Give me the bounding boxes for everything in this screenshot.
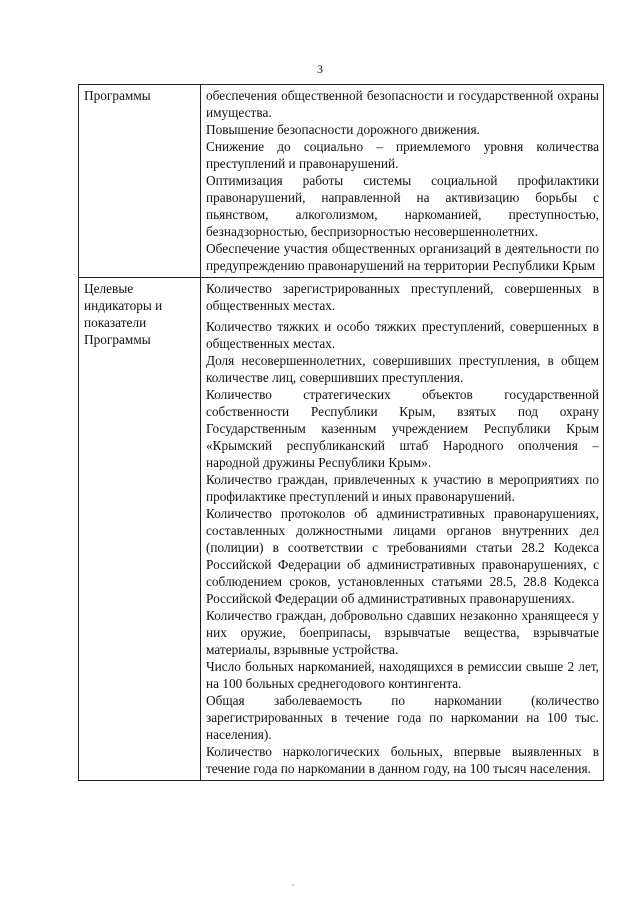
content-paragraph: Повышение безопасности дорожного движения. bbox=[206, 122, 480, 137]
content-paragraph: Количество граждан, добровольно сдавших незаконно хранящееся у них оружие, боеприпасы, взрывчатые вещества, взрывчатые материалы, взрывные устройства. bbox=[206, 608, 599, 657]
scan-speck bbox=[292, 884, 294, 886]
content-paragraph: Снижение до социально – приемлемого уровня количества преступлений и правонарушений. bbox=[206, 139, 599, 171]
content-paragraph: обеспечения общественной безопасности и государственной охраны имущества. bbox=[206, 88, 599, 120]
row-label-indicators: Целевые индикаторы и показатели Программы bbox=[79, 278, 201, 781]
content-paragraph: Количество стратегических объектов государственной собственности Республики Крым, взятых под охрану Государственным казенным учреждением Республики Крым «Крымский республиканский штаб Народного ополчения – народной дружины Республики Крым». bbox=[206, 387, 599, 470]
table-row-program-goals bbox=[79, 85, 604, 278]
content-paragraph: Количество граждан, привлеченных к участию в мероприятиях по профилактике преступлений и иных правонарушений. bbox=[206, 472, 599, 504]
program-passport-table bbox=[78, 84, 604, 781]
content-paragraph: Количество наркологических больных, впервые выявленных в течение года по наркомании в данном году, на 100 тысяч населения. bbox=[206, 744, 599, 776]
content-paragraph: Оптимизация работы системы социальной профилактики правонарушений, направленной на активизацию борьбы с пьянством, алкоголизмом, наркоманией, преступностью, безнадзорностью, беспризорностью несовершеннолетних. bbox=[206, 173, 599, 239]
row-content-indicators bbox=[201, 278, 604, 781]
page-number: 3 bbox=[317, 62, 323, 76]
row-content-program bbox=[201, 85, 604, 278]
content-paragraph: Общая заболеваемость по наркомании (количество зарегистрированных в течение года по наркомании на 100 тыс. населения). bbox=[206, 693, 599, 742]
content-paragraph: Обеспечение участия общественных организаций в деятельности по предупреждению правонарушений на территории Республики Крым bbox=[206, 241, 599, 273]
row-label-program: Программы bbox=[79, 85, 201, 278]
content-paragraph: Количество тяжких и особо тяжких преступлений, совершенных в общественных местах. bbox=[206, 319, 599, 351]
content-paragraph: Доля несовершеннолетних, совершивших преступления, в общем количестве лиц, совершивших преступления. bbox=[206, 353, 599, 385]
content-paragraph: Число больных наркоманией, находящихся в ремиссии свыше 2 лет, на 100 больных среднегодового контингента. bbox=[206, 659, 599, 691]
table-row-target-indicators bbox=[79, 278, 604, 781]
content-paragraph: Количество протоколов об административных правонарушениях, составленных должностными лицами органов внутренних дел (полиции) в соответствии с требованиями статьи 28.2 Кодекса Российской Федерации об административных правонарушениях, с соблюдением сроков, установленных статьями 28.5, 28.8 Кодекса Российской Федерации об административных правонарушениях. bbox=[206, 506, 599, 606]
content-paragraph: Количество зарегистрированных преступлений, совершенных в общественных местах. bbox=[206, 281, 599, 313]
